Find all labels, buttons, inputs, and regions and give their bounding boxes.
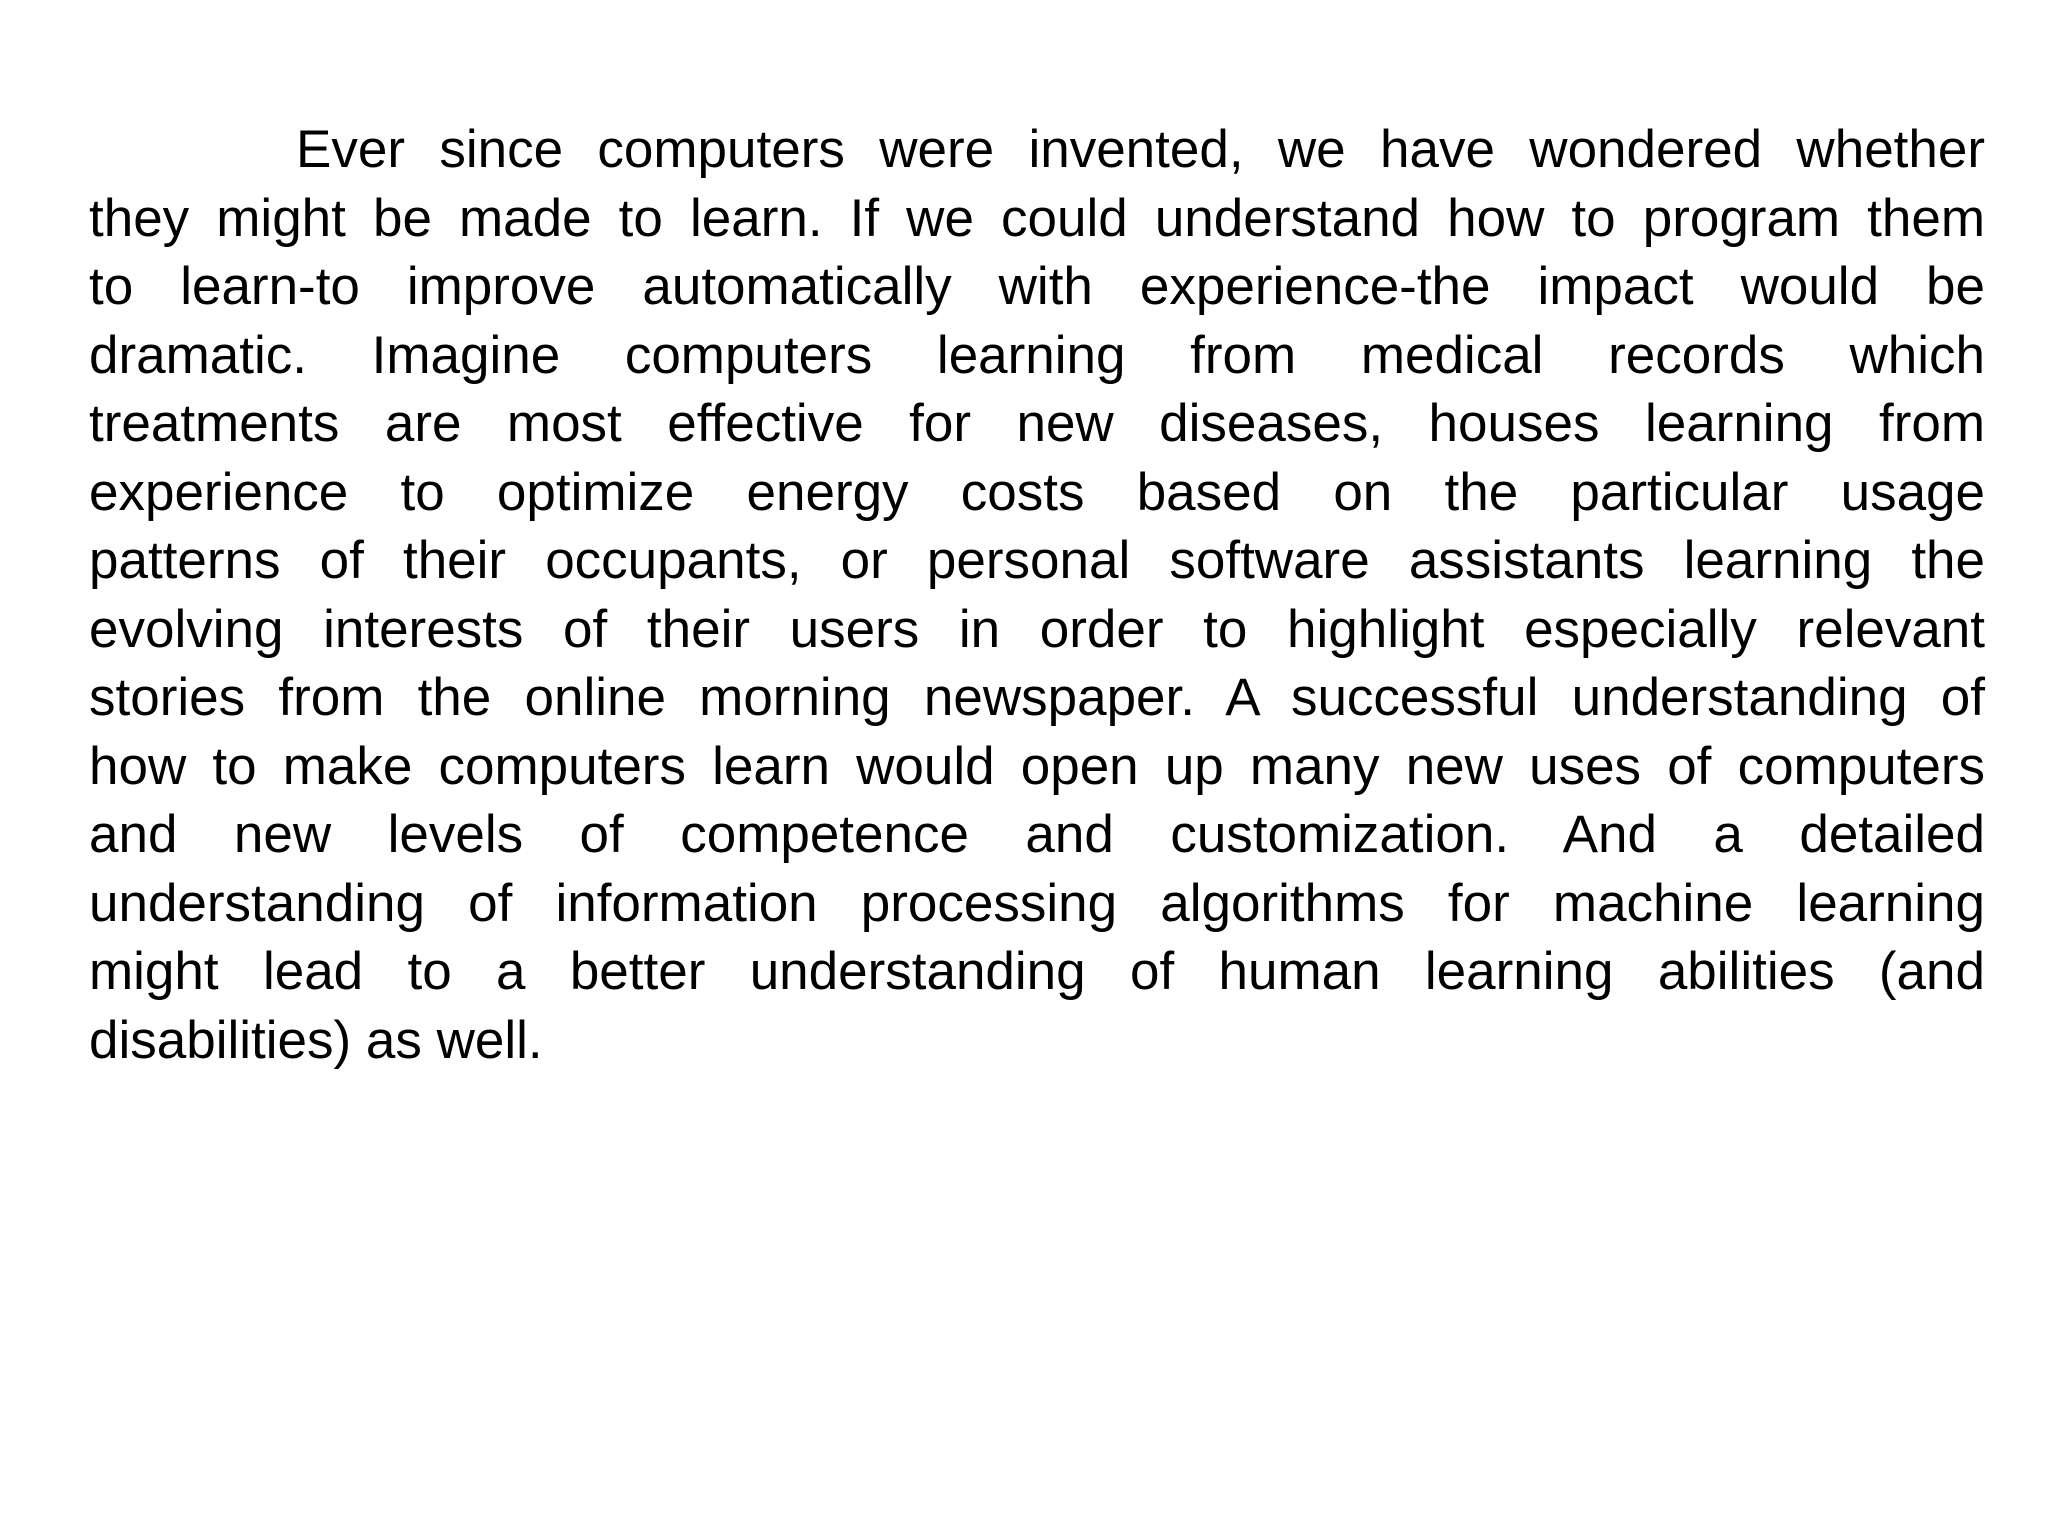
paragraph-line: stories from the online morning newspaper. A successful understanding of bbox=[89, 668, 1985, 727]
paragraph-line: and new levels of competence and customization. And a detailed bbox=[89, 805, 1985, 864]
paragraph-line: they might be made to learn. If we could understand how to program them bbox=[89, 188, 1985, 248]
paragraph-line: Ever since computers were invented, we have wondered whether bbox=[296, 120, 1985, 179]
paragraph-line: patterns of their occupants, or personal software assistants learning the bbox=[89, 531, 1985, 590]
paragraph-line: to learn-to improve automatically with experience-the impact would be bbox=[89, 257, 1985, 316]
body-paragraph bbox=[89, 116, 1985, 1075]
paragraph-line: how to make computers learn would open up many new uses of computers bbox=[89, 736, 1985, 796]
paragraph-line: disabilities) as well. bbox=[89, 1010, 543, 1070]
paragraph-line: treatments are most effective for new diseases, houses learning from bbox=[89, 394, 1985, 453]
paragraph-line: evolving interests of their users in order to highlight especially relevant bbox=[89, 599, 1985, 659]
paragraph-line: understanding of information processing algorithms for machine learning bbox=[89, 873, 1985, 933]
paragraph-line: might lead to a better understanding of human learning abilities (and bbox=[89, 942, 1985, 1001]
paragraph-line: dramatic. Imagine computers learning from medical records which bbox=[89, 325, 1985, 385]
paragraph-line: experience to optimize energy costs based on the particular usage bbox=[89, 462, 1985, 522]
